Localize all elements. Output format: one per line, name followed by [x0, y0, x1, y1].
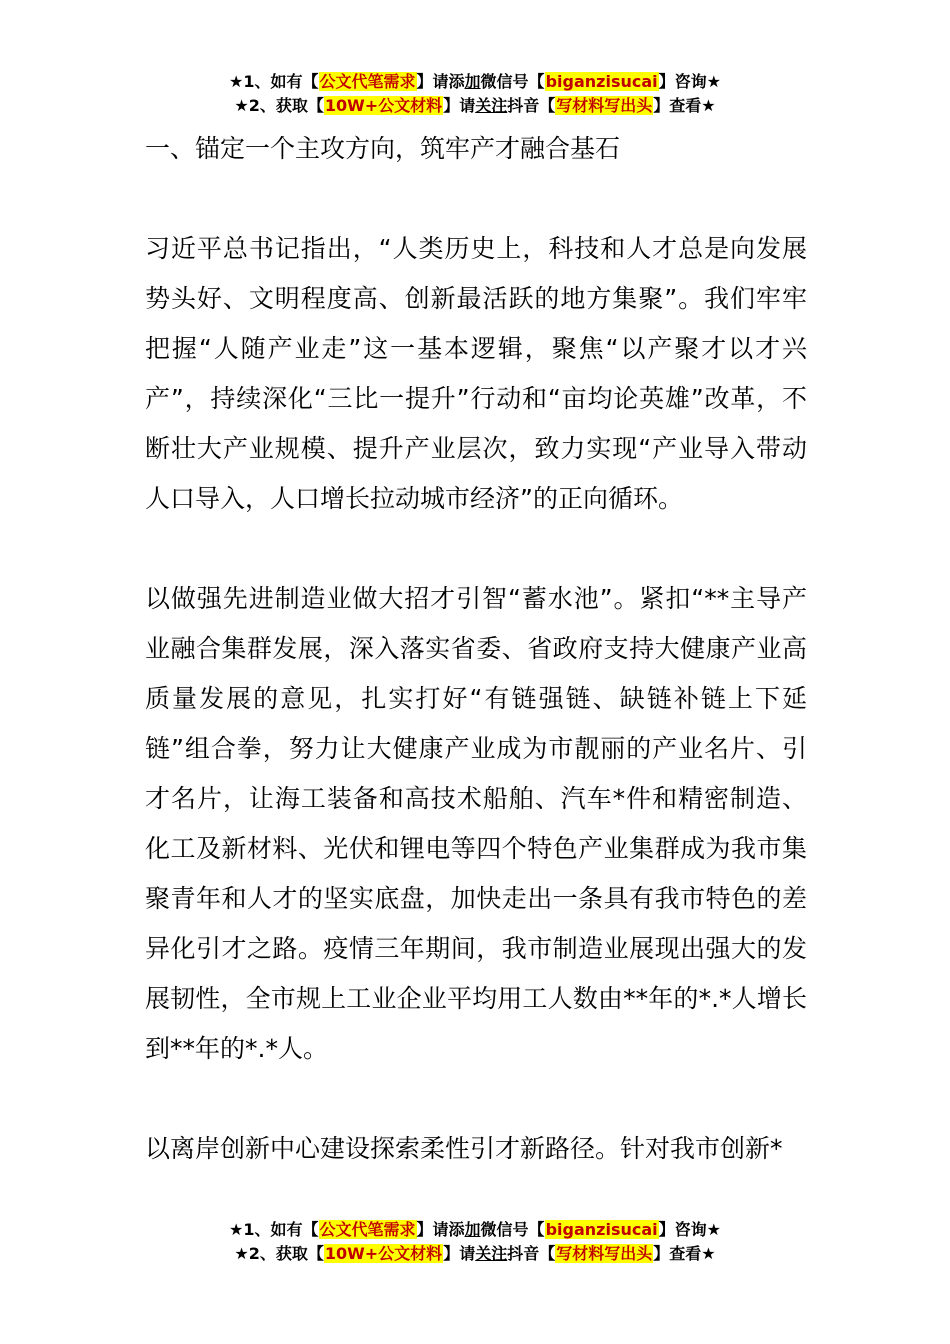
highlight-service: 公文代笔需求: [319, 72, 416, 91]
bottom-banner: [0, 1218, 950, 1266]
paragraph-2: 以做强先进制造业做大招才引智“蓄水池”。紧扣“**主导产业融合集群发展，深入落实省委、省政府支持大健康产业高质量发展的意见，扎实打好“有链强链、缺链补链上下延链”组合拳，努力让大健康产业成为市靓丽的产业名片、引才名片，让海工装备和高技术船舶、汽车*件和精密制造、化工及新材料、光伏和锂电等四个特色产业集群成为我市集聚青年和人才的坚实底盘，加快走出一条具有我市特色的差异化引才之路。疫情三年期间，我市制造业展现出强大的发展韧性，全市规上工业企业平均用工人数由**年的*.*人增长到**年的*.*人。: [145, 584, 807, 1063]
banner-line-2: ★2、获取【10W+公文材料】请关注抖音【写材料写出头】查看★: [234, 96, 716, 115]
top-banner: [0, 70, 950, 118]
highlight-douyin: 写材料写出头: [556, 1244, 653, 1263]
highlight-materials: 10W+公文材料: [324, 1244, 443, 1263]
paragraph-1: 习近平总书记指出，“人类历史上，科技和人才总是向发展势头好、文明程度高、创新最活跃的地方集聚”。我们牢牢把握“人随产业走”这一基本逻辑，聚焦“以产聚才以才兴产”，持续深化“三比一提升”行动和“亩均论英雄”改革，不断壮大产业规模、提升产业层次，致力实现“产业导入带动人口导入，人口增长拉动城市经济”的正向循环。: [145, 234, 807, 513]
paragraph-3: 以离岸创新中心建设探索柔性引才新路径。针对我市创新*: [145, 1134, 783, 1163]
section-heading: 一、锚定一个主攻方向，筑牢产才融合基石: [145, 134, 621, 163]
highlight-wechat-id: biganzisucai: [545, 1220, 658, 1239]
highlight-materials: 10W+公文材料: [324, 96, 443, 115]
highlight-douyin: 写材料写出头: [556, 96, 653, 115]
document-body: [145, 124, 807, 1174]
banner-line-1: ★1、如有【公文代笔需求】请添加微信号【biganzisucai】咨询★: [229, 1220, 721, 1239]
highlight-service: 公文代笔需求: [319, 1220, 416, 1239]
highlight-wechat-id: biganzisucai: [545, 72, 658, 91]
banner-line-2: ★2、获取【10W+公文材料】请关注抖音【写材料写出头】查看★: [234, 1244, 716, 1263]
banner-line-1: ★1、如有【公文代笔需求】请添加微信号【biganzisucai】咨询★: [229, 72, 721, 91]
